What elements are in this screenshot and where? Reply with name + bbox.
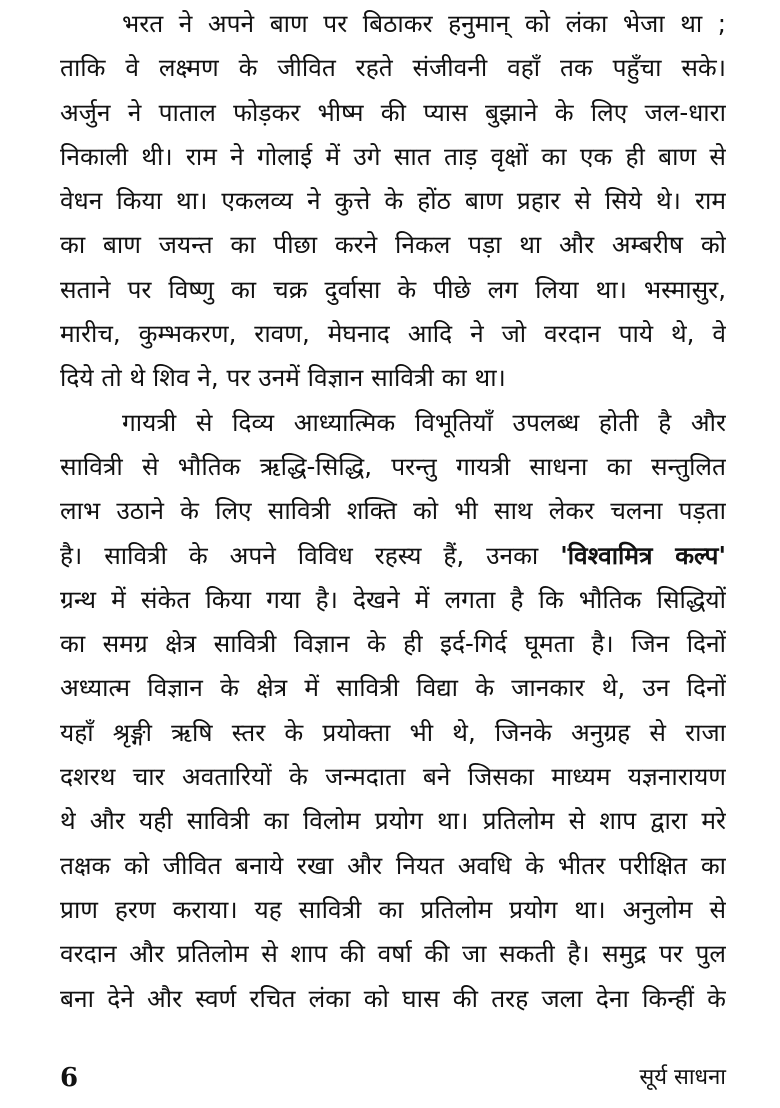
text-line <box>60 799 726 843</box>
text-line-content: का बाण जयन्त का पीछा करने निकल पड़ा था और अम्बरीष को <box>60 230 726 260</box>
text-line <box>60 445 726 489</box>
text-line <box>60 888 726 932</box>
text-line <box>60 932 726 976</box>
text-line <box>60 179 726 223</box>
text-line-content: भरत ने अपने बाण पर बिठाकर हनुमान् को लंका भेजा था ; <box>122 9 726 38</box>
text-line <box>60 401 726 445</box>
text-line-content: ताकि वे लक्ष्मण के जीवित रहते संजीवनी वहाँ तक पहुँचा सके। <box>60 53 726 83</box>
text-line-content: है। सावित्री के अपने विविध रहस्य हैं, उनका <box>60 540 539 570</box>
text-line <box>60 489 726 533</box>
text-line-content: सावित्री से भौतिक ऋद्धि-सिद्धि, परन्तु गायत्री साधना का सन्तुलित <box>60 451 726 481</box>
text-line-content: थे और यही सावित्री का विलोम प्रयोग था। प्रतिलोम से शाप द्वारा मरे <box>60 806 726 836</box>
text-line-content: ग्रन्थ में संकेत किया गया है। देखने में लगता है कि भौतिक सिद्धियों <box>60 584 726 614</box>
text-line <box>60 46 726 90</box>
text-line-content: गायत्री से दिव्य आध्यात्मिक विभूतियाँ उपलब्ध होती है और <box>122 407 726 437</box>
text-line <box>60 223 726 267</box>
text-line-content: अर्जुन ने पाताल फोड़कर भीष्म की प्यास बुझाने के लिए जल-धारा <box>60 97 726 127</box>
text-line-content: यहाँ श्रृङ्गी ऋषि स्तर के प्रयोक्ता भी थे, जिनके अनुग्रह से राजा <box>60 717 726 747</box>
text-line <box>60 2 726 46</box>
text-line <box>60 844 726 888</box>
page-footer <box>60 1058 726 1098</box>
text-line-content: मारीच, कुम्भकरण, रावण, मेघनाद आदि ने जो वरदान पाये थे, वे <box>60 319 726 349</box>
text-line <box>60 578 726 622</box>
text-line <box>60 977 726 1021</box>
text-line-content: निकाली थी। राम ने गोलाई में उगे सात ताड़ वृक्षों का एक ही बाण से <box>60 141 726 171</box>
text-line-content: लाभ उठाने के लिए सावित्री शक्ति को भी साथ लेकर चलना पड़ता <box>60 496 726 526</box>
text-line <box>60 268 726 312</box>
text-line-content: तक्षक को जीवित बनाये रखा और नियत अवधि के भीतर परीक्षित का <box>60 850 726 880</box>
text-line-content: वरदान और प्रतिलोम से शाप की वर्षा की जा सकती है। समुद्र पर पुल <box>60 939 726 969</box>
body-text <box>60 2 726 1021</box>
book-page <box>60 0 726 1108</box>
text-line <box>60 312 726 356</box>
page-number: 6 <box>60 1063 79 1093</box>
text-line <box>60 135 726 179</box>
text-line <box>60 534 726 578</box>
text-line-content: दशरथ चार अवतारियों के जन्मदाता बने जिसका माध्यम यज्ञनारायण <box>60 762 726 792</box>
text-line <box>60 622 726 666</box>
text-line-content: अध्यात्म विज्ञान के क्षेत्र में सावित्री विद्या के जानकार थे, उन दिनों <box>60 673 726 703</box>
text-line <box>60 91 726 135</box>
running-title: सूर्य साधना <box>639 1065 726 1090</box>
text-line-content: वेधन किया था। एकलव्य ने कुत्ते के होंठ बाण प्रहार से सिये थे। राम <box>60 186 726 216</box>
text-line <box>60 755 726 799</box>
text-line-content: का समग्र क्षेत्र सावित्री विज्ञान के ही इर्द-गिर्द घूमता है। जिन दिनों <box>60 629 726 659</box>
text-line-content: दिये तो थे शिव ने, पर उनमें विज्ञान सावित्री का था। <box>60 363 506 393</box>
text-line <box>60 711 726 755</box>
text-line <box>60 356 726 400</box>
text-line-content: प्राण हरण कराया। यह सावित्री का प्रतिलोम प्रयोग था। अनुलोम से <box>60 894 726 924</box>
text-line-content: बना देने और स्वर्ण रचित लंका को घास की तरह जला देना किन्हीं के <box>60 983 726 1013</box>
text-line-content: सताने पर विष्णु का चक्र दुर्वासा के पीछे लग लिया था। भस्मासुर, <box>60 274 726 304</box>
book-title-emphasis: 'विश्वामित्र कल्प' <box>560 540 726 570</box>
text-line <box>60 666 726 710</box>
